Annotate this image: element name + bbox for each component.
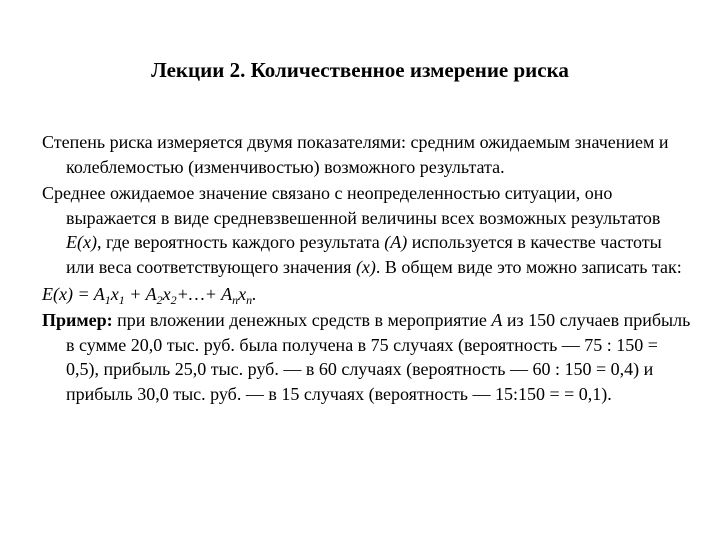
paragraph-example — [42, 308, 692, 406]
formula-subscript: 1 — [104, 292, 111, 307]
slide-body — [42, 130, 692, 409]
expected-value-symbol: E(x) — [66, 232, 97, 253]
formula-subscript: n — [232, 292, 239, 307]
formula-part: +…+ A — [176, 283, 233, 304]
text-segment: . В общем виде это можно записать так: — [375, 256, 682, 277]
formula-part: x — [162, 283, 171, 304]
text-segment: , где вероятность каждого результата — [96, 232, 385, 253]
expected-value-formula — [42, 282, 692, 307]
example-label: Пример: — [42, 310, 113, 331]
formula-subscript: 2 — [156, 292, 163, 307]
formula-subscript: 2 — [170, 292, 177, 307]
text-segment: Среднее ожидаемое значение связано с неопределенностью ситуации, оно выражается в виде средневзвешенной величины всех возможных результатов — [42, 183, 661, 228]
formula-part: E(x) = A — [42, 283, 105, 304]
probability-symbol: (А) — [384, 232, 408, 253]
text-segment: используется в качестве частоты или веса соответствующего значения — [66, 232, 662, 277]
paragraph-risk-measures: Степень риска измеряется двумя показателями: средним ожидаемым значением и колеблемостью (изменчивостью) возможного результата. — [42, 132, 669, 177]
measure-symbol: А — [491, 310, 503, 331]
paragraph-expected-value — [42, 181, 692, 279]
formula-subscript: 1 — [118, 292, 125, 307]
formula-part: x — [238, 283, 247, 304]
text-segment: из 150 случаев прибыль в сумме 20,0 тыс. руб. была получена в 75 случаях (вероятность — 75 : 150 = 0,5), прибыль 25,0 тыс. руб. — в 60 случаях (вероятность — 60 : 150 = 0,4) и прибыль 30,0 тыс. руб. — в 15 случаях (вероятность — 15:150 = = 0,1). — [66, 310, 691, 404]
formula-subscript: n — [246, 292, 253, 307]
value-symbol: (x) — [355, 256, 376, 277]
formula-part: . — [252, 283, 257, 304]
slide-title: Лекции 2. Количественное измерение риска — [151, 58, 569, 82]
formula-part: + A — [124, 283, 157, 304]
formula-part: x — [110, 283, 119, 304]
text-segment: при вложении денежных средств в мероприятие — [112, 310, 492, 331]
